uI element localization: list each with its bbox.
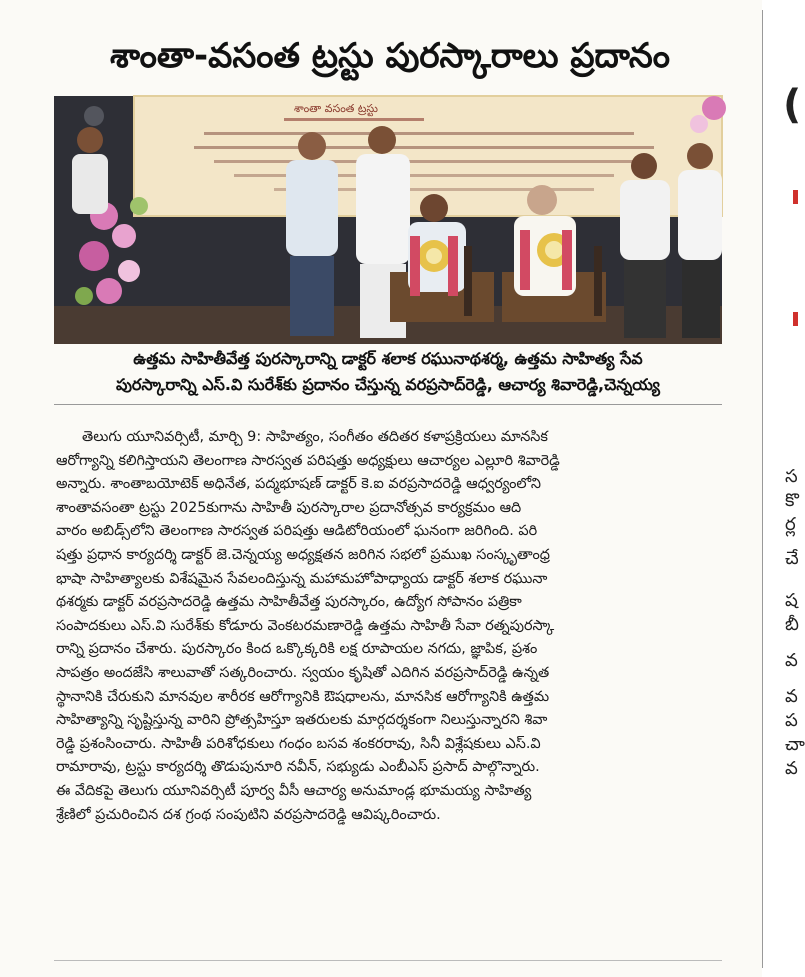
fragment-char: చా bbox=[785, 734, 805, 755]
award-ceremony-photo bbox=[54, 96, 722, 344]
red-bullet bbox=[793, 190, 798, 204]
fragment-char: బీ bbox=[785, 614, 799, 635]
body-line: సంపాదకులు ఎస్.వి సురేశ్‌కు కోడూరు వెంకటరమణారెడ్డి ఉత్తమ సాహితీ సేవా రత్నపురస్కా bbox=[56, 617, 555, 634]
fragment-char: స bbox=[785, 466, 798, 487]
body-line: భాషా సాహిత్యాలకు విశేషమైన సేవలందిస్తున్న మహామహోపాధ్యాయ డాక్టర్ శలాక రఘునా bbox=[56, 570, 548, 587]
fragment-char: ష bbox=[785, 590, 798, 611]
fragment-char: కొ bbox=[785, 490, 799, 511]
body-line: వారం అబిడ్స్‌లోని తెలంగాణ సారస్వత పరిషత్తు ఆడిటోరియంలో ఘనంగా జరిగింది. పరి bbox=[56, 523, 538, 540]
body-line: శ్రేణిలో ప్రచురించిన దశ గ్రంథ సంపుటిని వరప్రసాదరెడ్డి ఆవిష్కరించారు. bbox=[56, 806, 441, 823]
caption-line: ఉత్తమ సాహితీవేత్త పురస్కారాన్ని డాక్టర్ శలాక రఘునాథశర్మ, ఉత్తమ సాహిత్య సేవ bbox=[133, 349, 643, 368]
fragment-char: ప bbox=[785, 710, 798, 731]
banner-title: శాంతా వసంత ట్రస్టు bbox=[294, 102, 378, 115]
body-line: థశర్మకు డాక్టర్ వరప్రసాదరెడ్డి ఉత్తమ సాహితీవేత్త పురస్కారం, ఉద్యోగ సోపానం పత్రికా bbox=[56, 594, 522, 611]
body-line: ఆరోగ్యాన్ని కలిగిస్తాయని తెలంగాణ సారస్వత పరిషత్తు అధ్యక్షులు ఆచార్యల ఎల్లూరి శివారెడ్డి bbox=[56, 452, 560, 469]
article-headline: శాంతా-వసంత ట్రస్టు పురస్కారాలు ప్రదానం bbox=[110, 36, 670, 76]
photo-caption bbox=[54, 346, 722, 398]
body-line: అన్నారు. శాంతాబయోటెక్ అధినేత, పద్మభూషణ్ డాక్టర్ కె.ఐ వరప్రసాదరెడ్డి ఆధ్వర్యంలోని bbox=[56, 476, 541, 493]
fragment-char: వ bbox=[785, 650, 798, 671]
body-line: స్థానానికి చేరుకుని మానవుల శారీరక ఆరోగ్యానికి ఔషధాలను, మానసిక ఆరోగ్యానికి ఉత్తమ bbox=[56, 688, 550, 705]
caption-divider bbox=[54, 404, 722, 405]
body-line: సాహిత్యాన్ని సృష్టిస్తున్న వారిని ప్రోత్సహిస్తూ ఇతరులకు మార్గదర్శకంగా నిలుస్తున్నారని శివా bbox=[56, 712, 548, 729]
fragment-char: వ bbox=[785, 686, 798, 707]
bottom-divider bbox=[54, 960, 722, 961]
fragment-char: ర్ల bbox=[785, 514, 796, 535]
body-line: రెడ్డి ప్రశంసించారు. సాహితీ పరిశోధకులు గంధం బసవ శంకరరావు, సినీ విశ్లేషకులు ఎస్.వి bbox=[56, 735, 541, 752]
body-line: తెలుగు యూనివర్సిటీ, మార్చి 9: సాహిత్యం, సంగీతం తదితర కళాప్రక్రియలు మానసిక bbox=[82, 429, 548, 445]
fragment-char: చే bbox=[785, 548, 799, 569]
body-line: రాన్ని ప్రదానం చేశారు. పురస్కారం కింద ఒక్కొక్కరికి లక్ష రూపాయల నగదు, జ్ఞాపిక, ప్రశం bbox=[56, 641, 538, 658]
adjacent-headline-fragment: ( bbox=[783, 82, 802, 128]
body-line: ఈ వేదికపై తెలుగు యూనివర్సిటీ పూర్వ వీసీ ఆచార్య అనుమాండ్ల భూమయ్య సాహిత్య bbox=[56, 782, 532, 799]
adjacent-column-fragment bbox=[763, 0, 805, 977]
article-body bbox=[56, 426, 720, 827]
red-bullet bbox=[793, 312, 798, 326]
body-line: శాంతావసంతా ట్రస్టు 2025కుగాను సాహితీ పురస్కారాల ప్రదానోత్సవ కార్యక్రమం ఆది bbox=[56, 499, 522, 516]
caption-line: పురస్కారాన్ని ఎస్.వి సురేశ్‌కు ప్రదానం చేస్తున్న వరప్రసాద్‌రెడ్డి, ఆచార్య శివారెడ్డి,చెన్నయ్య bbox=[115, 375, 661, 394]
body-line: రామారావు, ట్రస్టు కార్యదర్శి తొడుపునూరి నవీన్, సభ్యుడు ఎంబీఎస్ ప్రసాద్ పాల్గొన్నారు. bbox=[56, 759, 540, 776]
body-line: సాపత్రం అందజేసి శాలువాతో సత్కరించారు. స్వయం కృషితో ఎదిగిన వరప్రసాద్‌రెడ్డి ఉన్నత bbox=[56, 664, 550, 681]
body-line: షత్తు ప్రధాన కార్యదర్శి డాక్టర్ జె.చెన్నయ్య అధ్యక్షతన జరిగిన సభలో ప్రముఖ సంస్కృతాంధ్ర bbox=[56, 546, 550, 563]
fragment-char: వ bbox=[785, 758, 798, 779]
event-photo bbox=[54, 96, 722, 344]
